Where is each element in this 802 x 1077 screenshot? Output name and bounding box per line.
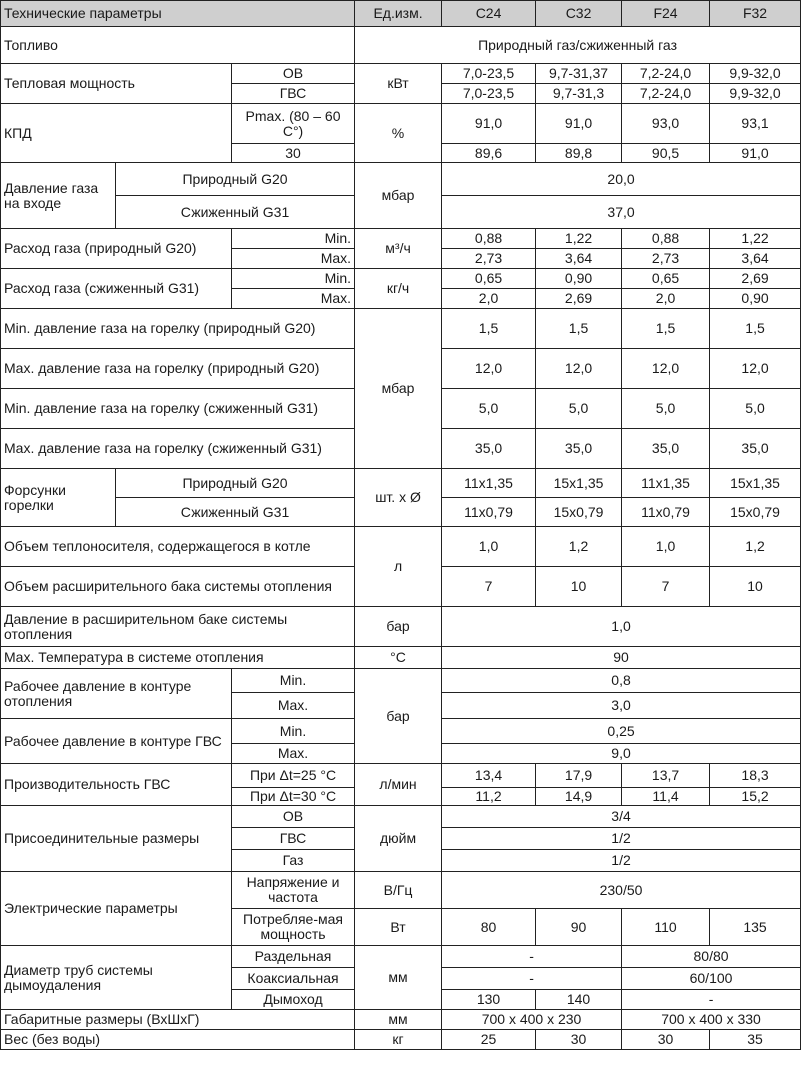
cell-value: 5,0 xyxy=(442,389,536,429)
connections-sub-label: ОВ xyxy=(232,806,355,828)
cell-value: 90,5 xyxy=(622,144,710,163)
gas-flow-sub-label: Min. xyxy=(232,269,355,289)
weight-label: Вес (без воды) xyxy=(1,1030,355,1050)
fuel-label: Топливо xyxy=(1,27,355,64)
row-exp-tank-pressure xyxy=(1,607,801,647)
row-working-pressure-heating-min xyxy=(1,669,801,693)
row-dimensions xyxy=(1,1010,801,1030)
heat-power-sub-label: ОВ xyxy=(232,64,355,84)
connections-sub-label: ГВС xyxy=(232,828,355,850)
nozzles-label: Форсунки горелки xyxy=(1,469,116,527)
cell-value: 1,5 xyxy=(622,309,710,349)
row-burner-pressure-1 xyxy=(1,309,801,349)
cell-value: 13,4 xyxy=(442,764,536,788)
dhw-output-unit: л/мин xyxy=(355,764,442,806)
cell-value: 3,64 xyxy=(536,249,622,269)
connections-sub-label: Газ xyxy=(232,850,355,872)
cell-value: 12,0 xyxy=(536,349,622,389)
cell-value: 17,9 xyxy=(536,764,622,788)
cell-value: 11х0,79 xyxy=(442,498,536,527)
header-model-f32: F32 xyxy=(710,1,801,27)
cell-value: 5,0 xyxy=(536,389,622,429)
burner-pressure-unit: мбар xyxy=(355,309,442,469)
efficiency-sub-label: Pmax. (80 – 60 С°) xyxy=(232,104,355,144)
cell-value: 91,0 xyxy=(536,104,622,144)
working-pressure-sub-label: Min. xyxy=(232,669,355,693)
efficiency-unit: % xyxy=(355,104,442,163)
cell-value: 11х0,79 xyxy=(622,498,710,527)
cell-value: 9,9-32,0 xyxy=(710,84,801,104)
cell-value: 1,22 xyxy=(710,229,801,249)
cell-value: 5,0 xyxy=(710,389,801,429)
cell-value: 2,69 xyxy=(536,289,622,309)
header-params: Технические параметры xyxy=(1,1,355,27)
cell-value: 35,0 xyxy=(442,429,536,469)
dhw-output-label: Производительность ГВС xyxy=(1,764,232,806)
gas-pressure-sub-label: Сжиженный G31 xyxy=(116,196,355,229)
cell-value: 9,7-31,3 xyxy=(536,84,622,104)
cell-value: 1,0 xyxy=(442,527,536,567)
cell-value: 11,2 xyxy=(442,788,536,806)
cell-value: 0,25 xyxy=(442,719,801,744)
cell-value: 135 xyxy=(710,909,801,946)
row-connections-ov xyxy=(1,806,801,828)
cell-value: 7,0-23,5 xyxy=(442,64,536,84)
header-model-c32: C32 xyxy=(536,1,622,27)
row-nozzles-g20 xyxy=(1,469,801,498)
cell-value: 11х1,35 xyxy=(442,469,536,498)
cell-value: - xyxy=(442,968,622,990)
row-gas-flow-lpg-min xyxy=(1,269,801,289)
weight-unit: кг xyxy=(355,1030,442,1050)
cell-value: 30 xyxy=(622,1030,710,1050)
dhw-output-sub-label: При Δt=25 °С xyxy=(232,764,355,788)
cell-value: 1,5 xyxy=(536,309,622,349)
max-temp-label: Max. Температура в системе отопления xyxy=(1,647,355,669)
cell-value: 1/2 xyxy=(442,828,801,850)
cell-value: 11х1,35 xyxy=(622,469,710,498)
header-row xyxy=(1,1,801,27)
flue-sub-label: Коаксиальная xyxy=(232,968,355,990)
gas-pressure-unit: мбар xyxy=(355,163,442,229)
cell-value: 60/100 xyxy=(622,968,801,990)
cell-value: 20,0 xyxy=(442,163,801,196)
cell-value: 35,0 xyxy=(710,429,801,469)
cell-value: 35,0 xyxy=(622,429,710,469)
cell-value: 14,9 xyxy=(536,788,622,806)
gas-flow-lpg-label: Расход газа (сжиженный G31) xyxy=(1,269,232,309)
cell-value: 7,0-23,5 xyxy=(442,84,536,104)
cell-value: 15,2 xyxy=(710,788,801,806)
cell-value: 7,2-24,0 xyxy=(622,84,710,104)
cell-value: 11,4 xyxy=(622,788,710,806)
cell-value: 9,7-31,37 xyxy=(536,64,622,84)
cell-value: 1,2 xyxy=(710,527,801,567)
exp-tank-pressure-label: Давление в расширительном баке системы отопления xyxy=(1,607,355,647)
cell-value: 130 xyxy=(442,990,536,1010)
dimensions-label: Габаритные размеры (ВхШхГ) xyxy=(1,1010,355,1030)
cell-value: 91,0 xyxy=(710,144,801,163)
cell-value: 2,0 xyxy=(442,289,536,309)
heat-power-sub-label: ГВС xyxy=(232,84,355,104)
gas-flow-natural-label: Расход газа (природный G20) xyxy=(1,229,232,269)
cell-value: 15х0,79 xyxy=(536,498,622,527)
row-gas-flow-natural-min xyxy=(1,229,801,249)
cell-value: 0,90 xyxy=(710,289,801,309)
cell-value: 7,2-24,0 xyxy=(622,64,710,84)
working-pressure-sub-label: Max. xyxy=(232,693,355,719)
cell-value: 1,22 xyxy=(536,229,622,249)
cell-value: 13,7 xyxy=(622,764,710,788)
cell-value: 37,0 xyxy=(442,196,801,229)
cell-value: 80/80 xyxy=(622,946,801,968)
row-max-temp xyxy=(1,647,801,669)
cell-value: 91,0 xyxy=(442,104,536,144)
efficiency-sub-label: 30 xyxy=(232,144,355,163)
cell-value: 2,73 xyxy=(622,249,710,269)
cell-value: - xyxy=(442,946,622,968)
cell-value: 700 х 400 х 230 xyxy=(442,1010,622,1030)
working-pressure-sub-label: Max. xyxy=(232,744,355,764)
cell-value: 12,0 xyxy=(622,349,710,389)
cell-value: 35 xyxy=(710,1030,801,1050)
cell-value: 90 xyxy=(536,909,622,946)
cell-value: 700 х 400 х 330 xyxy=(622,1010,801,1030)
cell-value: 9,0 xyxy=(442,744,801,764)
cell-value: 230/50 xyxy=(442,872,801,909)
cell-value: 1,5 xyxy=(442,309,536,349)
heat-power-label: Тепловая мощность xyxy=(1,64,232,104)
burner-pressure-label: Max. давление газа на горелку (сжиженный G31) xyxy=(1,429,355,469)
cell-value: 93,0 xyxy=(622,104,710,144)
row-efficiency-pmax xyxy=(1,104,801,144)
volume-label: Объем расширительного бака системы отопления xyxy=(1,567,355,607)
gas-flow-natural-unit: м³/ч xyxy=(355,229,442,269)
cell-value: 1,0 xyxy=(622,527,710,567)
flue-label: Диаметр труб системы дымоудаления xyxy=(1,946,232,1010)
cell-value: 5,0 xyxy=(622,389,710,429)
connections-unit: дюйм xyxy=(355,806,442,872)
cell-value: 2,69 xyxy=(710,269,801,289)
row-weight xyxy=(1,1030,801,1050)
connections-label: Присоединительные размеры xyxy=(1,806,232,872)
electrical-sub-label: Напряжение и частота xyxy=(232,872,355,909)
gas-flow-sub-label: Max. xyxy=(232,289,355,309)
gas-flow-sub-label: Min. xyxy=(232,229,355,249)
cell-value: - xyxy=(622,990,801,1010)
cell-value: 3/4 xyxy=(442,806,801,828)
cell-value: 15х0,79 xyxy=(710,498,801,527)
cell-value: 10 xyxy=(536,567,622,607)
cell-value: 1/2 xyxy=(442,850,801,872)
cell-value: 3,64 xyxy=(710,249,801,269)
row-fuel xyxy=(1,27,801,64)
dimensions-unit: мм xyxy=(355,1010,442,1030)
cell-value: 25 xyxy=(442,1030,536,1050)
cell-value: 140 xyxy=(536,990,622,1010)
fuel-value: Природный газ/сжиженный газ xyxy=(355,27,801,64)
max-temp-unit: °С xyxy=(355,647,442,669)
gas-pressure-sub-label: Природный G20 xyxy=(116,163,355,196)
row-flue-separate xyxy=(1,946,801,968)
header-model-f24: F24 xyxy=(622,1,710,27)
working-pressure-unit: бар xyxy=(355,669,442,764)
cell-value: 12,0 xyxy=(442,349,536,389)
cell-value: 0,88 xyxy=(442,229,536,249)
cell-value: 0,90 xyxy=(536,269,622,289)
volume-unit: л xyxy=(355,527,442,607)
header-unit: Ед.изм. xyxy=(355,1,442,27)
cell-value: 7 xyxy=(622,567,710,607)
working-pressure-label: Рабочее давление в контуре ГВС xyxy=(1,719,232,764)
cell-value: 15х1,35 xyxy=(536,469,622,498)
gas-pressure-label: Давление газа на входе xyxy=(1,163,116,229)
row-dhw-output-25 xyxy=(1,764,801,788)
cell-value: 12,0 xyxy=(710,349,801,389)
working-pressure-label: Рабочее давление в контуре отопления xyxy=(1,669,232,719)
row-volume-boiler xyxy=(1,527,801,567)
flue-unit: мм xyxy=(355,946,442,1010)
row-electrical-voltage xyxy=(1,872,801,909)
flue-sub-label: Дымоход xyxy=(232,990,355,1010)
dhw-output-sub-label: При Δt=30 °С xyxy=(232,788,355,806)
gas-flow-sub-label: Max. xyxy=(232,249,355,269)
nozzles-sub-label: Сжиженный G31 xyxy=(116,498,355,527)
cell-value: 3,0 xyxy=(442,693,801,719)
electrical-sub-label: Потребляе-мая мощность xyxy=(232,909,355,946)
electrical-unit: В/Гц xyxy=(355,872,442,909)
cell-value: 0,8 xyxy=(442,669,801,693)
cell-value: 2,0 xyxy=(622,289,710,309)
electrical-unit: Вт xyxy=(355,909,442,946)
cell-value: 0,88 xyxy=(622,229,710,249)
row-heat-power-ov xyxy=(1,64,801,84)
burner-pressure-label: Min. давление газа на горелку (сжиженный G31) xyxy=(1,389,355,429)
cell-value: 2,73 xyxy=(442,249,536,269)
efficiency-label: КПД xyxy=(1,104,232,163)
cell-value: 110 xyxy=(622,909,710,946)
burner-pressure-label: Min. давление газа на горелку (природный G20) xyxy=(1,309,355,349)
volume-label: Объем теплоносителя, содержащегося в котле xyxy=(1,527,355,567)
exp-tank-pressure-unit: бар xyxy=(355,607,442,647)
cell-value: 89,8 xyxy=(536,144,622,163)
row-gas-pressure-g20 xyxy=(1,163,801,196)
burner-pressure-label: Max. давление газа на горелку (природный G20) xyxy=(1,349,355,389)
cell-value: 10 xyxy=(710,567,801,607)
cell-value: 15х1,35 xyxy=(710,469,801,498)
cell-value: 1,2 xyxy=(536,527,622,567)
cell-value: 30 xyxy=(536,1030,622,1050)
cell-value: 0,65 xyxy=(442,269,536,289)
header-model-c24: C24 xyxy=(442,1,536,27)
gas-flow-lpg-unit: кг/ч xyxy=(355,269,442,309)
heat-power-unit: кВт xyxy=(355,64,442,104)
working-pressure-sub-label: Min. xyxy=(232,719,355,744)
cell-value: 1,5 xyxy=(710,309,801,349)
flue-sub-label: Раздельная xyxy=(232,946,355,968)
cell-value: 89,6 xyxy=(442,144,536,163)
cell-value: 0,65 xyxy=(622,269,710,289)
electrical-label: Электрические параметры xyxy=(1,872,232,946)
nozzles-unit: шт. х Ø xyxy=(355,469,442,527)
cell-value: 90 xyxy=(442,647,801,669)
cell-value: 1,0 xyxy=(442,607,801,647)
cell-value: 18,3 xyxy=(710,764,801,788)
cell-value: 93,1 xyxy=(710,104,801,144)
cell-value: 9,9-32,0 xyxy=(710,64,801,84)
cell-value: 80 xyxy=(442,909,536,946)
cell-value: 35,0 xyxy=(536,429,622,469)
nozzles-sub-label: Природный G20 xyxy=(116,469,355,498)
cell-value: 7 xyxy=(442,567,536,607)
